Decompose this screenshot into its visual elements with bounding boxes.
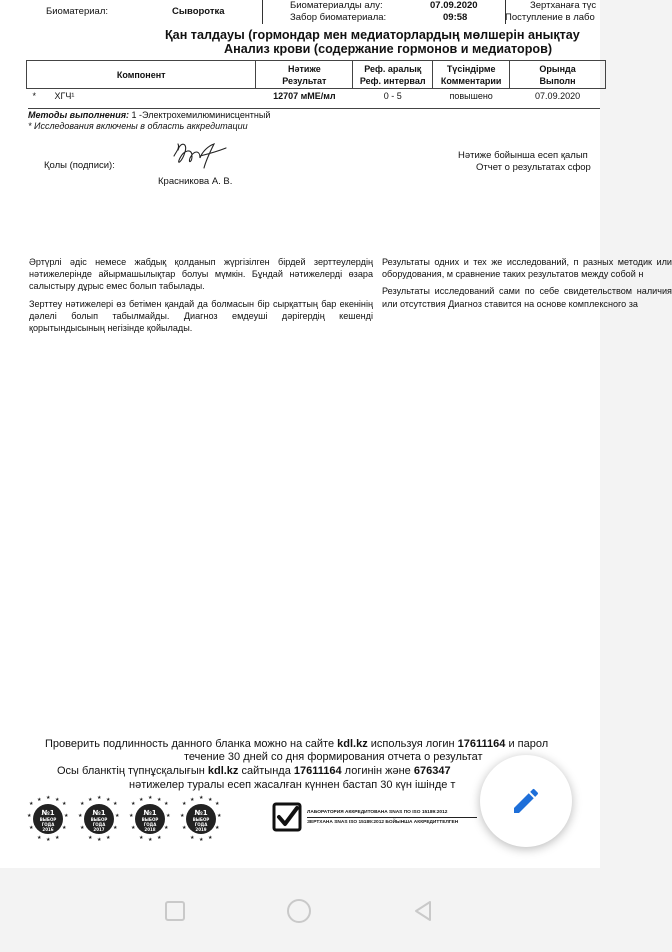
methods-section bbox=[28, 108, 600, 132]
svg-text:★: ★ bbox=[217, 813, 222, 819]
svg-text:ГОДА: ГОДА bbox=[41, 822, 55, 827]
svg-text:ГОДА: ГОДА bbox=[194, 822, 208, 827]
svg-text:★: ★ bbox=[148, 795, 153, 801]
disclaimer-ru-paragraph: Результаты исследований сами по себе свидетельством наличия или отсутствия Диагноз ставится на основе комплексного за bbox=[382, 286, 672, 309]
svg-text:ВЫБОР: ВЫБОР bbox=[192, 817, 210, 822]
methods-label: Методы выполнения: bbox=[28, 110, 130, 120]
sample-collection-time: 09:58 bbox=[443, 12, 468, 23]
svg-text:★: ★ bbox=[80, 801, 85, 807]
sample-take-date: 07.09.2020 bbox=[430, 0, 478, 11]
report-responsibility-ru: Отчет о результатах сфор bbox=[476, 162, 591, 173]
verify-line-3: Осы бланктің түпнұсқалығын kdl.kz сайтында 17611164 логинін және 676347 bbox=[57, 765, 451, 777]
lab-receipt-label-kz: Зертханаға түс bbox=[530, 0, 597, 11]
biomaterial-value: Сыворотка bbox=[172, 6, 225, 17]
svg-text:★: ★ bbox=[106, 835, 111, 841]
signature-label: Қолы (подписи): bbox=[44, 160, 115, 171]
svg-text:2016: 2016 bbox=[42, 827, 54, 832]
results-table bbox=[26, 60, 606, 103]
col-header-comments: Түсіндірме Комментарии bbox=[433, 61, 510, 89]
methods-text: 1 -Электрохемилюминисцентный bbox=[129, 110, 271, 120]
sample-collection-label: Забор биоматериала: bbox=[290, 12, 387, 23]
svg-text:№1: №1 bbox=[194, 809, 208, 817]
svg-text:★: ★ bbox=[208, 797, 213, 803]
nav-back-button[interactable] bbox=[410, 898, 436, 924]
svg-text:ВЫБОР: ВЫБОР bbox=[39, 817, 57, 822]
svg-text:★: ★ bbox=[182, 825, 187, 831]
svg-text:★: ★ bbox=[29, 825, 34, 831]
svg-text:★: ★ bbox=[139, 797, 144, 803]
component-cell bbox=[27, 89, 256, 103]
svg-text:★: ★ bbox=[62, 801, 67, 807]
accreditation-text: ЛАБОРАТОРИЯ АККРЕДИТОВАНА SNAS ПО ISO 15189:2012 ЗЕРТХАНА SNAS ISO 15189:2012 БОЙЫНША АККРЕДИТТЕЛГЕН bbox=[307, 810, 459, 825]
award-badge-icon bbox=[26, 795, 70, 843]
svg-text:★: ★ bbox=[88, 797, 93, 803]
disclaimer-ru bbox=[382, 256, 672, 310]
svg-text:ГОДА: ГОДА bbox=[143, 822, 157, 827]
ref-interval-cell: 0 - 5 bbox=[383, 90, 402, 101]
disclaimer-kz bbox=[29, 256, 373, 334]
svg-text:★: ★ bbox=[164, 825, 169, 831]
verify-line-4: нәтижелер туралы есеп жасалған күннен бастап 30 күн ішінде т bbox=[129, 779, 456, 791]
svg-text:★: ★ bbox=[46, 795, 51, 801]
svg-text:★: ★ bbox=[199, 837, 204, 843]
svg-text:★: ★ bbox=[208, 835, 213, 841]
table-row bbox=[27, 89, 606, 103]
col-header-performed: Орында Выполн bbox=[510, 61, 606, 89]
svg-text:2018: 2018 bbox=[144, 827, 156, 832]
accreditation-marker: * bbox=[32, 90, 37, 101]
analysis-title-ru: Анализ крови (содержание гормонов и медиаторов) bbox=[224, 42, 553, 56]
award-badge-icon bbox=[179, 795, 223, 843]
svg-text:★: ★ bbox=[182, 801, 187, 807]
svg-text:★: ★ bbox=[190, 835, 195, 841]
svg-text:№1: №1 bbox=[92, 809, 106, 817]
svg-text:★: ★ bbox=[29, 801, 34, 807]
svg-text:★: ★ bbox=[88, 835, 93, 841]
svg-text:2019: 2019 bbox=[195, 827, 207, 832]
verify-line-1: Проверить подлинность данного бланка можно на сайте kdl.kz используя логин 17611164 и парол bbox=[45, 738, 549, 750]
svg-text:★: ★ bbox=[37, 835, 42, 841]
svg-text:★: ★ bbox=[78, 813, 83, 819]
disclaimer-kz-paragraph: Зерттеу нәтижелері өз бетімен қандай да болмасын бір сырқаттың бар екенінің дәлелі болып табылмайды. Диагноз емдеуші дәрігердің кешенді қорытындысының негізінде қойылады. bbox=[29, 298, 373, 334]
col-header-ref-interval: Реф. аралық Реф. интервал bbox=[353, 61, 433, 89]
home-circle-icon bbox=[285, 897, 313, 925]
svg-text:★: ★ bbox=[27, 813, 32, 819]
svg-text:ВЫБОР: ВЫБОР bbox=[141, 817, 159, 822]
nav-recents-button[interactable] bbox=[162, 898, 188, 924]
signer-name: Красникова А. В. bbox=[158, 176, 233, 187]
svg-text:★: ★ bbox=[46, 837, 51, 843]
col-header-component: Компонент bbox=[27, 61, 256, 89]
svg-text:★: ★ bbox=[115, 813, 120, 819]
accreditation-check-icon bbox=[272, 802, 302, 832]
back-triangle-icon bbox=[411, 899, 435, 923]
svg-text:★: ★ bbox=[62, 825, 67, 831]
svg-text:★: ★ bbox=[131, 825, 136, 831]
verify-line-2: течение 30 дней со дня формирования отчета о результат bbox=[184, 751, 483, 763]
accreditation-divider bbox=[307, 817, 477, 818]
results-header-row bbox=[27, 61, 606, 89]
svg-text:★: ★ bbox=[64, 813, 69, 819]
report-responsibility-kz: Нәтиже бойынша есеп қалып bbox=[458, 150, 588, 161]
report-header-row bbox=[0, 0, 600, 26]
comment-cell: повышено bbox=[449, 90, 493, 101]
android-nav-bar bbox=[0, 868, 600, 952]
lab-receipt-label-ru: Поступление в лабо bbox=[505, 12, 595, 23]
award-badge-icon bbox=[128, 795, 172, 843]
svg-text:★: ★ bbox=[180, 813, 185, 819]
verify-password-partial: 676347 bbox=[413, 765, 451, 777]
svg-text:★: ★ bbox=[139, 835, 144, 841]
edit-fab-button[interactable] bbox=[480, 755, 572, 847]
svg-text:★: ★ bbox=[55, 835, 60, 841]
svg-text:★: ★ bbox=[113, 801, 118, 807]
award-badge-icon bbox=[77, 795, 121, 843]
component-name: ХГЧ¹ bbox=[54, 90, 75, 101]
svg-text:★: ★ bbox=[113, 825, 118, 831]
disclaimer-ru-paragraph: Результаты одних и тех же исследований, п разных методик или оборудования, м сравнение таких результатов между собой н bbox=[382, 257, 672, 280]
svg-text:★: ★ bbox=[166, 813, 171, 819]
svg-text:★: ★ bbox=[157, 835, 162, 841]
disclaimer-kz-paragraph: Әртүрлі әдіс немесе жабдық қолданып жүргізілген бірдей зерттеулердің нәтижелерінде айырмашылықтар болуы мүмкін. Бұндай нәтижелерді өзара салыстыру дұрыс емес болып табылады. bbox=[29, 257, 373, 292]
svg-text:★: ★ bbox=[55, 797, 60, 803]
svg-text:★: ★ bbox=[129, 813, 134, 819]
result-cell: 12707 мМЕ/мл bbox=[273, 90, 336, 101]
analysis-title-kz: Қан талдауы (гормондар мен медиаторлардың мөлшерін анықтау bbox=[165, 28, 580, 42]
recents-square-icon bbox=[163, 899, 187, 923]
svg-text:★: ★ bbox=[215, 801, 220, 807]
col-header-result: Нәтиже Результат bbox=[256, 61, 353, 89]
svg-text:2017: 2017 bbox=[93, 827, 105, 832]
edit-pencil-icon bbox=[510, 785, 542, 817]
svg-text:★: ★ bbox=[131, 801, 136, 807]
verify-site-link: kdl.kz bbox=[337, 738, 368, 750]
biomaterial-label: Биоматериал: bbox=[46, 6, 109, 17]
svg-text:★: ★ bbox=[97, 795, 102, 801]
accreditation-note: * Исследования включены в область аккредитации bbox=[28, 121, 248, 131]
svg-text:ВЫБОР: ВЫБОР bbox=[90, 817, 108, 822]
svg-text:№1: №1 bbox=[143, 809, 157, 817]
svg-text:★: ★ bbox=[190, 797, 195, 803]
nav-home-button[interactable] bbox=[286, 898, 312, 924]
svg-text:★: ★ bbox=[215, 825, 220, 831]
verify-login: 17611164 bbox=[457, 738, 506, 750]
svg-text:★: ★ bbox=[148, 837, 153, 843]
svg-text:ГОДА: ГОДА bbox=[92, 822, 106, 827]
svg-text:★: ★ bbox=[37, 797, 42, 803]
svg-text:★: ★ bbox=[80, 825, 85, 831]
sample-take-label: Биоматериалды алу: bbox=[290, 0, 383, 11]
svg-text:★: ★ bbox=[157, 797, 162, 803]
svg-text:№1: №1 bbox=[41, 809, 55, 817]
svg-text:★: ★ bbox=[97, 837, 102, 843]
svg-text:★: ★ bbox=[164, 801, 169, 807]
award-badges bbox=[26, 795, 226, 845]
performed-date-cell: 07.09.2020 bbox=[535, 90, 581, 101]
handwritten-signature bbox=[170, 138, 234, 174]
svg-text:★: ★ bbox=[106, 797, 111, 803]
svg-text:★: ★ bbox=[199, 795, 204, 801]
